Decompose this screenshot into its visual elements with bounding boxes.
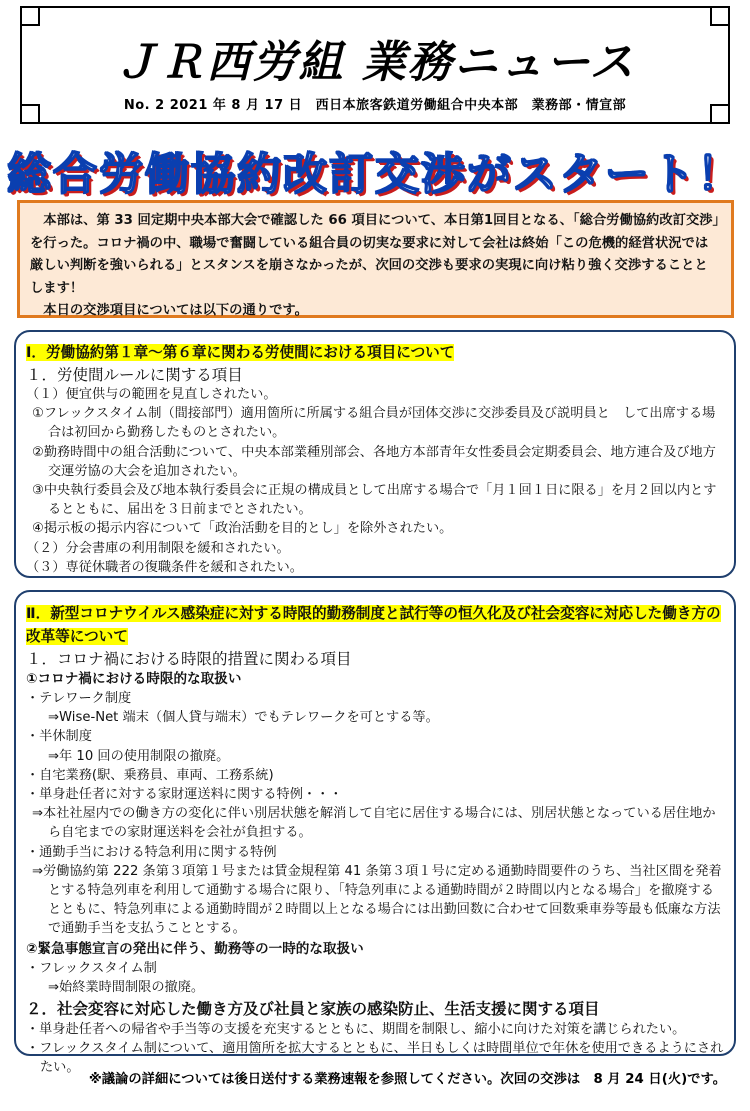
list-item: ・単身赴任者に対する家財運送料に関する特例・・・ <box>26 787 343 803</box>
list-item: （３）専従休職者の復職条件を緩和されたい。 <box>26 559 303 575</box>
list-detail: ⇒労働協約第 222 条第３項第１号または賃金規程第 41 条第３項１号に定める通勤時間要件のうち、当社区間を発着とする特急列車を利用して通勤する場合に限り、「特急列車による通勤時間が２時間以内となる場合」を撤廃するとともに、特急列車による通勤時間が２時間以上となる場合には出勤回数に合わせて回数乗車券等最も低廉な方法で通勤手当を支払うこととする。 <box>32 863 722 937</box>
section-2 <box>14 590 736 1076</box>
list-detail: ⇒Wise-Net 端末（個人貸与端末）でもテレワークを可とする等。 <box>48 710 439 726</box>
section-1 <box>14 330 736 578</box>
headline: 総合労働協約改訂交渉がスタート！ <box>7 149 743 200</box>
list-item: （１）便宜供与の範囲を見直しされたい。 <box>26 387 277 402</box>
section-title: Ⅱ．新型コロナウイルス感染症に対する時限的勤務制度と試行等の恒久化及び社会変容に対応した働き方の改革等について <box>26 605 721 645</box>
list-detail: ⇒始終業時間制限の撤廃。 <box>48 979 205 995</box>
list-detail: ⇒本社社屋内での働き方の変化に伴い別居状態を解消して自宅に居住する場合には、別居状態となっている居住地から自宅までの家財運送料を会社が負担する。 <box>32 806 716 841</box>
list-item: ③中央執行委員会及び地本執行委員会に正規の構成員として出席する場合で「月１回１日に限る」を月２回以内とするとともに、届出を３日前までとされたい。 <box>32 483 717 518</box>
list-item: ・半休制度 <box>26 729 92 745</box>
footer-note: ※議論の詳細については後日送付する業務速報を参照してください。次回の交渉は 8 月 24 日(火)です。 <box>88 1072 726 1087</box>
list-item: ①フレックスタイム制（間接部門）適用箇所に所属する組合員が団体交渉に交渉委員及び説明員と して出席する場合は初回から勤務したものとされたい。 <box>32 406 716 441</box>
list-item: ・フレックスタイム制 <box>26 960 157 976</box>
summary-box <box>17 200 734 318</box>
sub-heading: １．労使間ルールに関する項目 <box>26 366 243 384</box>
list-item: （２）分会書庫の利用制限を緩和されたい。 <box>26 540 290 556</box>
list-item: ・単身赴任者への帰省や手当等の支援を充実するとともに、期間を制限し、縮小に向けた対策を講じられたい。 <box>26 1022 686 1038</box>
corner-decoration <box>20 6 40 26</box>
masthead-box <box>20 6 730 124</box>
corner-decoration <box>710 6 730 26</box>
masthead-title: ＪＲ西労組 業務ニュース <box>114 37 636 88</box>
list-item: ・通勤手当における特急利用に関する特例 <box>26 844 277 860</box>
summary-paragraph: 本日の交渉項目については以下の通りです。 <box>43 303 308 318</box>
section-title: Ⅰ．労働協約第１章～第６章に関わる労使間における項目について <box>26 344 455 361</box>
summary-paragraph: 本部は、第 33 回定期中央本部大会で確認した 66 項目について、本日第1回目となる、「総合労働協約改訂交渉」を行った。コロナ禍の中、職場で奮闘している組合員の切実な要求に対して会社は終始「この危機的経営状況では厳しい判断を強いられる」とスタンスを崩さなかったが、次回の交渉も要求の実現に向け粘り強く交渉することとします！ <box>30 213 720 296</box>
list-item: ・フレックスタイム制について、適用箇所を拡大するとともに、半日もしくは時間単位で年休を使用できるようにされたい。 <box>26 1041 724 1076</box>
group-title: ②緊急事態宣言の発出に伴う、勤務等の一時的な取扱い <box>26 940 364 957</box>
list-item: ・自宅業務(駅、乗務員、車両、工務系統) <box>26 767 274 783</box>
group-title: ①コロナ禍における時限的な取扱い <box>26 671 242 687</box>
sub-heading: ２．社会変容に対応した働き方及び社員と家族の感染防止、生活支援に関する項目 <box>26 1000 600 1019</box>
list-detail: ⇒年 10 回の使用制限の撤廃。 <box>48 748 230 764</box>
list-item: ・テレワーク制度 <box>26 691 132 706</box>
sub-heading: １．コロナ禍における時限的措置に関わる項目 <box>26 650 352 668</box>
issue-line: No. 2 2021 年 8 月 17 日 西日本旅客鉄道労働組合中央本部 業務部・情宣部 <box>123 98 627 113</box>
list-item: ④掲示板の掲示内容について「政治活動を目的とし」を除外されたい。 <box>32 521 453 537</box>
list-item: ②勤務時間中の組合活動について、中央本部業種別部会、各地方本部青年女性委員会定期委員会、地方連合及び地方交運労協の大会を追加されたい。 <box>32 444 716 479</box>
